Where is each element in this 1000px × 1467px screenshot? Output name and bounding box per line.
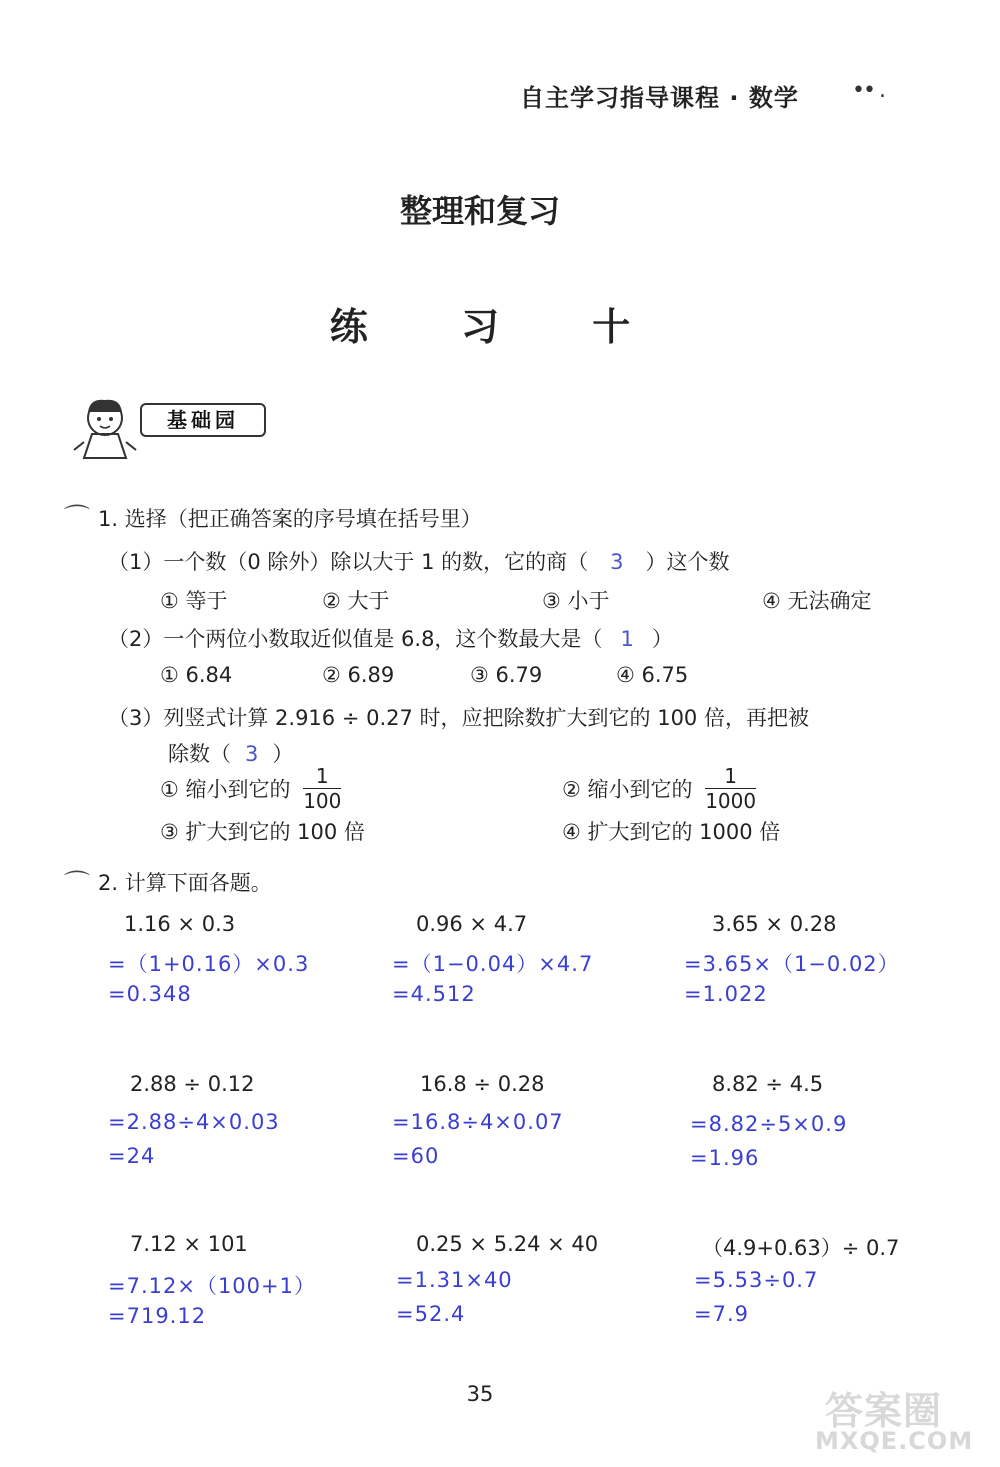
question-marker-icon: ⌒ [64, 504, 91, 534]
calc-step: =16.8÷4×0.07 [392, 1110, 564, 1134]
calc-step: =52.4 [396, 1302, 466, 1326]
calc-expression: 2.88 ÷ 0.12 [130, 1072, 255, 1096]
q1-item3-option [562, 764, 756, 813]
q1-item3-stem-after: ） [272, 742, 294, 766]
q1-item1-answer: 3 [610, 550, 624, 574]
calc-expression: 3.65 × 0.28 [712, 912, 837, 936]
q1-item3-stem-line1: （3）列竖式计算 2.916 ÷ 0.27 时，应把除数扩大到它的 100 倍，再把被 [108, 706, 809, 730]
calc-step: =60 [392, 1144, 440, 1168]
calc-expression: 7.12 × 101 [130, 1232, 248, 1256]
q1-item1-stem [108, 546, 729, 576]
q1-item1-stem-after: ）这个数 [645, 550, 730, 574]
watermark-url: MXQE.COM [815, 1427, 974, 1455]
calc-step: =24 [108, 1144, 156, 1168]
fraction-numerator: 1 [303, 764, 341, 789]
section-label-basics: 基础园 [140, 403, 266, 437]
q2-title: 2. 计算下面各题。 [98, 871, 272, 895]
page-number: 35 [466, 1382, 494, 1406]
q1-item2-option: ④ 6.75 [616, 663, 689, 687]
calc-step: =（1+0.16）×0.3 [108, 952, 310, 976]
calc-expression: 16.8 ÷ 0.28 [420, 1072, 545, 1096]
q1-item2-option: ③ 6.79 [470, 663, 543, 687]
q1-item3-option: ④ 扩大到它的 1000 倍 [562, 820, 781, 844]
calc-step: =2.88÷4×0.03 [108, 1110, 280, 1134]
calc-step: =7.9 [694, 1302, 749, 1326]
calc-expression: 0.96 × 4.7 [416, 912, 528, 936]
mascot-girl-icon [70, 392, 140, 464]
calc-expression: （4.9+0.63）÷ 0.7 [702, 1236, 900, 1260]
q1-item3-option-text: ① 缩小到它的 [160, 777, 291, 802]
fraction [705, 764, 756, 813]
calc-step: =8.82÷5×0.9 [690, 1112, 848, 1136]
calc-step: =1.31×40 [396, 1268, 513, 1292]
calc-step: =5.53÷0.7 [694, 1268, 819, 1292]
q1-title: 1. 选择（把正确答案的序号填在括号里） [98, 507, 482, 531]
calc-step: =7.12×（100+1） [108, 1274, 316, 1298]
book-header-title: 自主学习指导课程 · 数学 [520, 84, 799, 112]
calc-step: =719.12 [108, 1304, 207, 1328]
fraction [303, 764, 341, 813]
calc-step: =3.65×（1−0.02） [684, 952, 900, 976]
header-dots-decoration: •• . [852, 78, 884, 103]
q1-item2-option: ② 6.89 [322, 663, 395, 687]
calc-step: =0.348 [108, 982, 192, 1006]
q1-item1-option: ② 大于 [322, 589, 390, 613]
q1-item3-option [160, 764, 341, 813]
fraction-numerator: 1 [705, 764, 756, 789]
calc-expression: 1.16 × 0.3 [124, 912, 236, 936]
question-marker-icon: ⌒ [64, 870, 91, 900]
q1-item1-stem-before: （1）一个数（0 除外）除以大于 1 的数，它的商（ [108, 550, 589, 574]
calc-step: =4.512 [392, 982, 476, 1006]
calc-expression: 0.25 × 5.24 × 40 [416, 1232, 599, 1256]
calc-expression: 8.82 ÷ 4.5 [712, 1072, 824, 1096]
q1-item2-answer: 1 [620, 627, 634, 651]
q1-item2-option: ① 6.84 [160, 663, 233, 687]
q1-item2-stem-before: （2）一个两位小数取近似值是 6.8，这个数最大是（ [108, 627, 603, 651]
calc-step: =（1−0.04）×4.7 [392, 952, 594, 976]
fraction-denominator: 1000 [705, 789, 757, 813]
q1-item1-option: ③ 小于 [542, 589, 610, 613]
calc-step: =1.96 [690, 1146, 760, 1170]
calc-step: =1.022 [684, 982, 768, 1006]
fraction-denominator: 100 [303, 789, 342, 813]
q1-item3-answer: 3 [245, 742, 259, 766]
q1-item3-option: ③ 扩大到它的 100 倍 [160, 820, 365, 844]
lesson-title: 练 习 十 [329, 305, 671, 349]
q1-item2-stem [108, 623, 673, 653]
q1-item3-option-text: ② 缩小到它的 [562, 777, 693, 802]
q1-item1-option: ① 等于 [160, 589, 228, 613]
q1-item1-option: ④ 无法确定 [762, 589, 872, 613]
q1-item2-stem-after: ） [651, 627, 673, 651]
q1-item3-stem-before: 除数（ [168, 742, 231, 766]
watermark-logo: 答案圈 [825, 1389, 943, 1433]
chapter-title: 整理和复习 [399, 192, 560, 230]
